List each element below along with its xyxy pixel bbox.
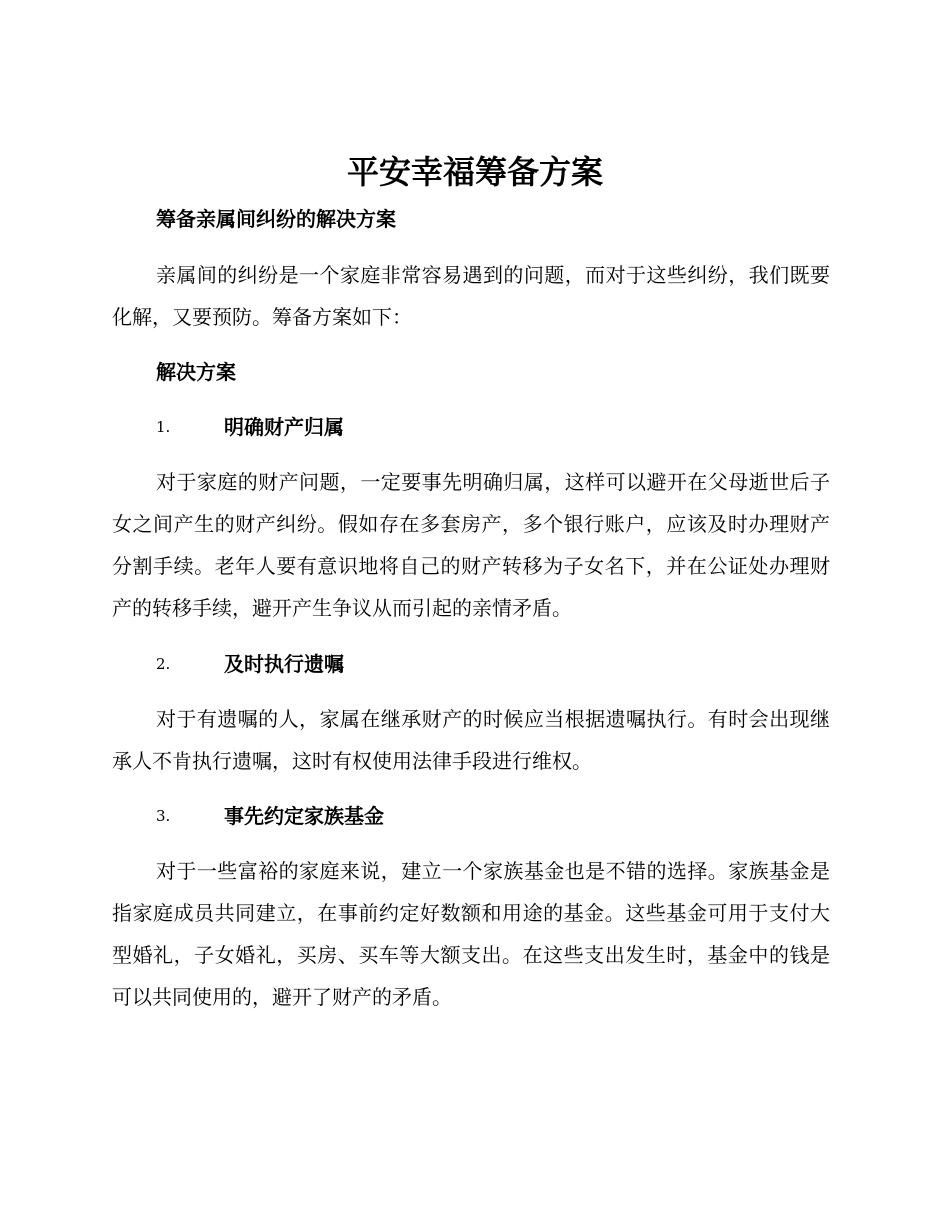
- list-item-title: 事先约定家族基金: [224, 804, 384, 828]
- list-item-title: 及时执行遗嘱: [224, 652, 344, 676]
- document-title: 平安幸福筹备方案: [346, 153, 603, 191]
- list-item-number: 3.: [156, 807, 171, 825]
- list-item-title: 明确财产归属: [224, 415, 344, 439]
- list-item-body: 对于有遗嘱的人，家属在继承财产的时候应当根据遗嘱执行。有时会出现继承人不肯执行遗嘱，这时有权使用法律手段进行维权。: [112, 707, 830, 773]
- list-item-number: 2.: [156, 655, 171, 673]
- section-heading: 解决方案: [156, 360, 236, 384]
- intro-paragraph: 亲属间的纠纷是一个家庭非常容易遇到的问题，而对于这些纠纷，我们既要化解，又要预防。筹备方案如下：: [112, 263, 830, 329]
- list-item-body: 对于一些富裕的家庭来说，建立一个家族基金也是不错的选择。家族基金是指家庭成员共同建立，在事前约定好数额和用途的基金。这些基金可用于支付大型婚礼，子女婚礼，买房、买车等大额支出。在这些支出发生时，基金中的钱是可以共同使用的，避开了财产的矛盾。: [112, 859, 830, 1009]
- list-item-body: 对于家庭的财产问题，一定要事先明确归属，这样可以避开在父母逝世后子女之间产生的财产纠纷。假如存在多套房产，多个银行账户，应该及时办理财产分割手续。老年人要有意识地将自己的财产转移为子女名下，并在公证处办理财产的转移手续，避开产生争议从而引起的亲情矛盾。: [112, 470, 830, 620]
- document-subtitle: 筹备亲属间纠纷的解决方案: [156, 207, 396, 231]
- list-item-number: 1.: [156, 418, 171, 436]
